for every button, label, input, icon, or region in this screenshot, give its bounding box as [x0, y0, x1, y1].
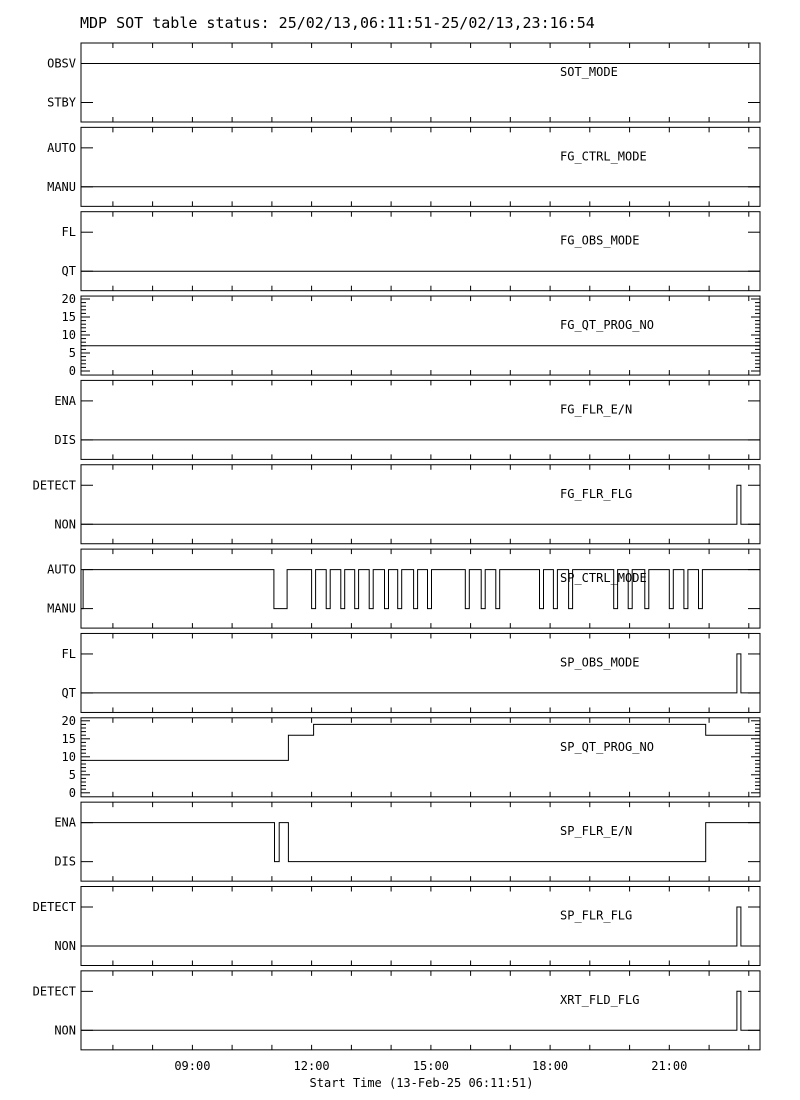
panel-sp-qt-prog-no [62, 714, 760, 800]
series-line [81, 991, 760, 1030]
panel-label: XRT_FLD_FLG [560, 992, 640, 1007]
panel-frame [81, 802, 760, 881]
panel-sp-obs-mode [62, 633, 760, 712]
panel-sp-flr-flg [33, 887, 760, 966]
panel-label: SP_OBS_MODE [560, 655, 640, 670]
panel-frame [81, 127, 760, 206]
x-tick-label: 09:00 [174, 1058, 211, 1073]
y-tick-label: 5 [68, 767, 76, 782]
panel-label: FG_FLR_E/N [560, 402, 633, 417]
panel-label: FG_CTRL_MODE [560, 149, 647, 164]
series-line [81, 485, 760, 524]
y-tick-label: 10 [61, 328, 76, 342]
chart-title: MDP SOT table status: 25/02/13,06:11:51-25/02/13,23:16:54 [80, 14, 595, 32]
panel-label: SP_FLR_E/N [560, 824, 633, 839]
panel-frame [81, 43, 760, 122]
y-tick-label: STBY [47, 95, 76, 110]
panel-label: SP_CTRL_MODE [560, 571, 647, 586]
panel-label: FG_QT_PROG_NO [560, 318, 654, 333]
panel-frame [81, 212, 760, 291]
y-tick-label: FL [61, 225, 76, 240]
panel-frame [81, 465, 760, 544]
panel-label: FG_OBS_MODE [560, 233, 640, 248]
series-line [81, 907, 760, 946]
y-tick-label: NON [54, 939, 76, 953]
panel-frame [81, 971, 760, 1050]
y-tick-label: 0 [68, 785, 76, 800]
y-tick-label: ENA [54, 815, 76, 830]
y-tick-label: 15 [61, 310, 76, 324]
x-tick-label: 12:00 [293, 1058, 330, 1073]
panel-frame [81, 549, 760, 628]
panel-fg-ctrl-mode [47, 127, 760, 206]
series-line [81, 570, 760, 609]
y-tick-label: 10 [61, 749, 76, 764]
y-tick-label: AUTO [47, 140, 76, 155]
panel-sot-mode [47, 43, 760, 122]
y-tick-label: QT [61, 685, 76, 700]
panel-sp-ctrl-mode [47, 549, 760, 628]
y-tick-label: DIS [54, 854, 76, 869]
y-tick-label: 20 [61, 713, 76, 728]
panel-frame [81, 887, 760, 966]
panel-label: SOT_MODE [560, 65, 618, 79]
y-tick-label: DETECT [32, 478, 76, 493]
panel-label: SP_FLR_FLG [560, 908, 633, 923]
y-tick-label: 15 [61, 731, 76, 746]
panel-frame [81, 296, 760, 375]
y-tick-label: ENA [54, 393, 76, 408]
x-tick-label: 15:00 [412, 1058, 449, 1073]
y-tick-label: NON [54, 1023, 76, 1038]
series-line [81, 724, 760, 760]
panel-fg-qt-prog-no [62, 292, 760, 378]
panel-fg-flr-e-n [54, 380, 760, 459]
y-tick-label: AUTO [47, 562, 76, 577]
y-tick-label: NON [54, 517, 76, 532]
series-line [81, 823, 760, 862]
y-tick-label: 20 [61, 292, 76, 306]
series-line [81, 654, 760, 693]
panel-frame [81, 380, 760, 459]
y-tick-label: 5 [68, 346, 76, 360]
panel-frame [81, 718, 760, 797]
panel-frame [81, 633, 760, 712]
y-tick-label: DETECT [32, 900, 76, 914]
y-tick-label: FL [61, 646, 76, 661]
x-tick-label: 18:00 [532, 1058, 569, 1073]
panel-label: FG_FLR_FLG [560, 486, 633, 501]
panel-fg-flr-flg [33, 465, 760, 544]
panel-xrt-fld-flg [33, 971, 760, 1050]
y-tick-label: QT [61, 264, 76, 279]
y-tick-label: MANU [47, 601, 76, 616]
y-tick-label: MANU [47, 179, 76, 194]
panel-fg-obs-mode [62, 212, 760, 291]
y-tick-label: OBSV [47, 56, 76, 71]
x-axis-label: Start Time (13-Feb-25 06:11:51) [309, 1075, 534, 1090]
y-tick-label: DETECT [32, 984, 76, 999]
panel-sp-flr-e-n [54, 802, 760, 881]
y-tick-label: 0 [68, 364, 76, 378]
x-tick-label: 21:00 [651, 1058, 688, 1073]
panel-label: SP_QT_PROG_NO [560, 739, 654, 754]
y-tick-label: DIS [54, 432, 76, 447]
